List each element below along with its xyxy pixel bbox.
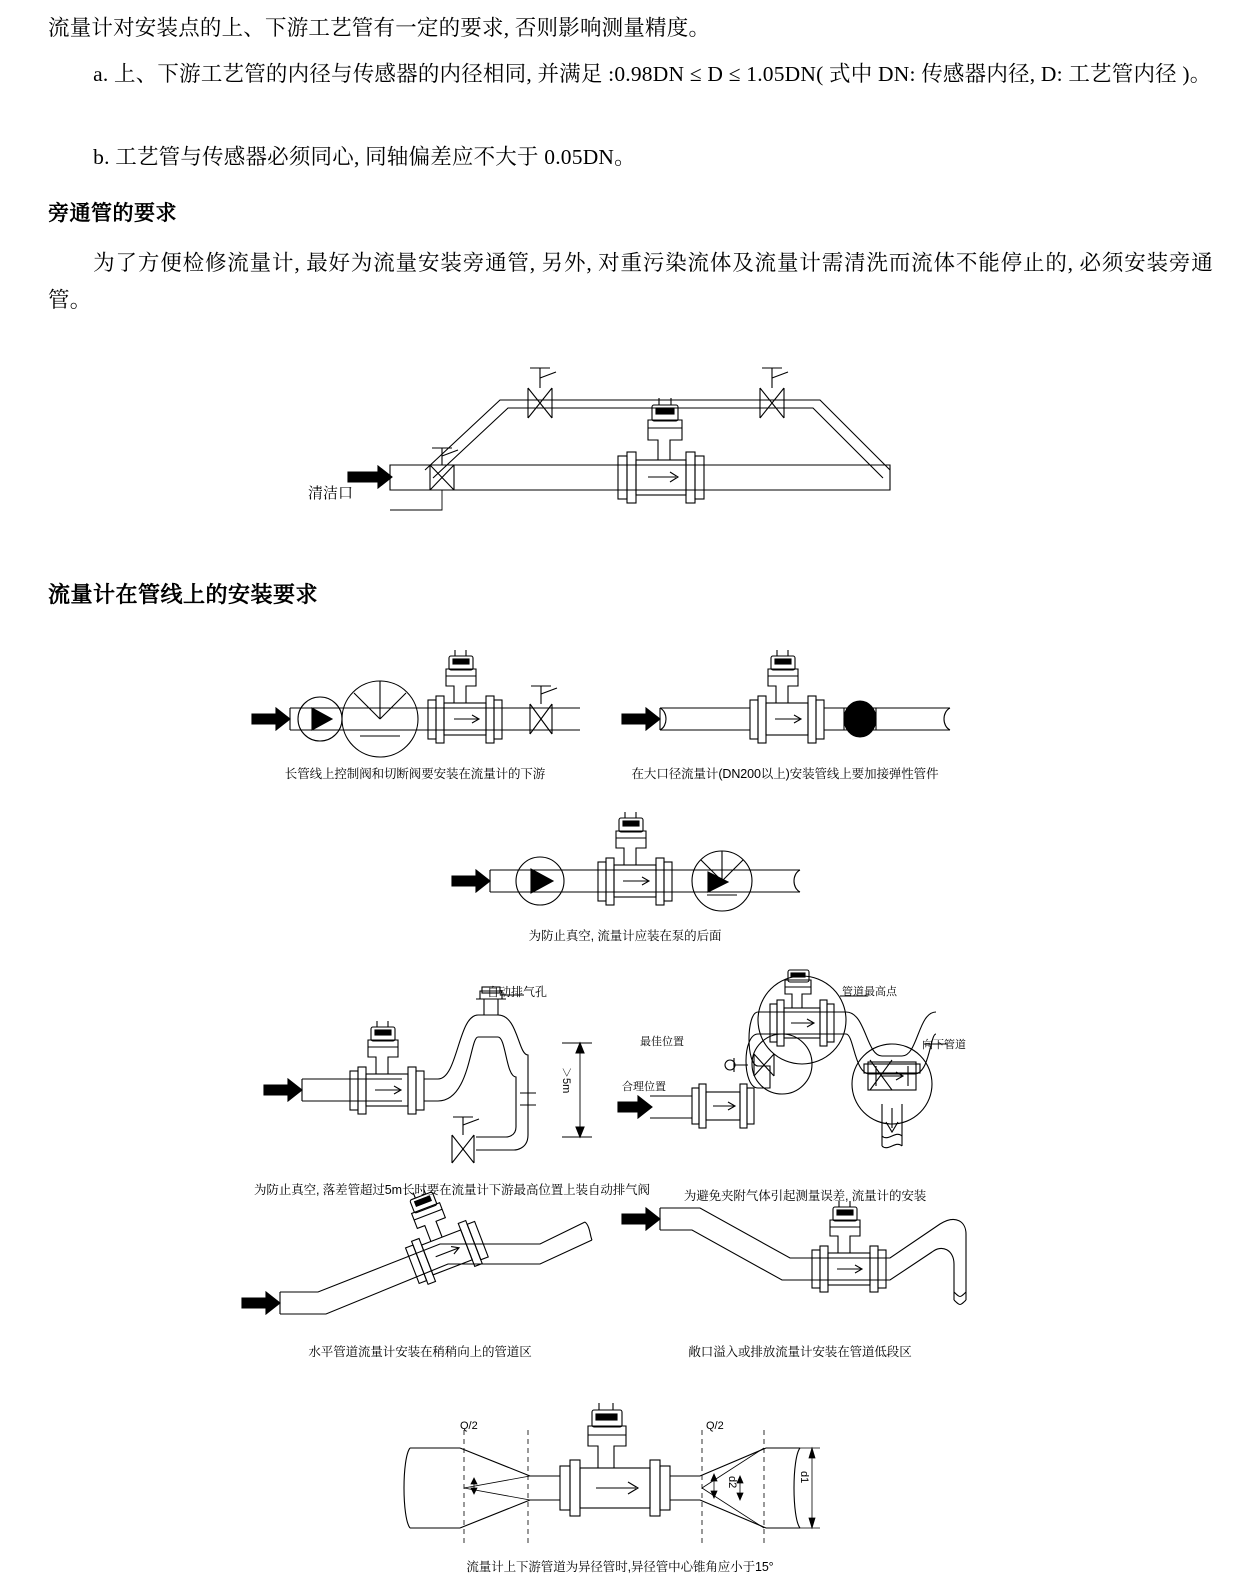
- figure-6-caption: 水平管道流量计安装在稍稍向上的管道区: [308, 1345, 532, 1359]
- figure-8-caption: 流量计上下游管道为异径管时,异径管中心锥角应小于15°: [466, 1560, 774, 1574]
- label-reasonable-position: 合理位置: [622, 1081, 666, 1093]
- label-clean-port: 清洁口: [308, 485, 354, 502]
- figure-6-slight-upward: [240, 1200, 600, 1360]
- figure-5-caption: 为避免夹附气体引起测量误差, 流量计的安装: [683, 1189, 927, 1203]
- label-angle-right: Q/2: [706, 1420, 724, 1432]
- figure-3-after-pump: [450, 808, 800, 944]
- paragraph-3: b. 工艺管与传感器必须同心, 同轴偏差应不大于 0.05DN。: [93, 145, 636, 169]
- figure-7-low-section: [620, 1200, 980, 1360]
- label-best-position: 最佳位置: [640, 1036, 684, 1048]
- label-d2: d2: [726, 1476, 738, 1489]
- figure-bypass-pipe: [308, 360, 890, 525]
- figure-4-auto-vent: [254, 985, 662, 1198]
- paragraph-4: 为了方便检修流量计, 最好为流量安装旁通管, 另外, 对重污染流体及流量计需清洗而流体不能停止的, 必须安装旁通管。: [48, 251, 1213, 312]
- label-highest-point: 管道最高点: [842, 986, 897, 998]
- label-d1: d1: [798, 1471, 810, 1484]
- figure-4-caption: 为防止真空, 落差管超过5m长时要在流量计下游最高位置上装自动排气阀: [254, 1183, 650, 1197]
- figure-3-caption: 为防止真空, 流量计应装在泵的后面: [528, 929, 722, 943]
- figure-8-reducer-angle: [400, 1368, 840, 1575]
- figure-7-caption: 敞口溢入或排放流量计安装在管道低段区: [688, 1345, 912, 1359]
- label-downward-pipe: 向下管道: [922, 1039, 966, 1051]
- paragraph-2: a. 上、下游工艺管的内径与传感器的内径相同, 并满足 :0.98DN ≤ D ≤ 1.05DN( 式中 DN: 传感器内径, D: 工艺管内径 )。: [93, 62, 1212, 86]
- label-auto-vent: 自动排气孔: [487, 985, 548, 999]
- paragraph-1: 流量计对安装点的上、下游工艺管有一定的要求, 否则影响测量精度。: [48, 16, 711, 40]
- figure-2-elastic-fitting: [620, 636, 955, 782]
- label-dimension-5m: ＞5m: [560, 1067, 572, 1094]
- figure-1-valve-downstream: [250, 636, 580, 782]
- section-heading-pipeline: 流量计在管线上的安装要求: [48, 582, 319, 607]
- section-heading-bypass: 旁通管的要求: [48, 202, 177, 225]
- figure-5-trapped-air: [622, 978, 985, 1204]
- figure-1-caption: 长管线上控制阀和切断阀要安装在流量计的下游: [284, 767, 546, 781]
- figure-2-caption: 在大口径流量计(DN200以上)安装管线上要加接弹性管件: [631, 767, 939, 781]
- label-angle-left: Q/2: [460, 1420, 478, 1432]
